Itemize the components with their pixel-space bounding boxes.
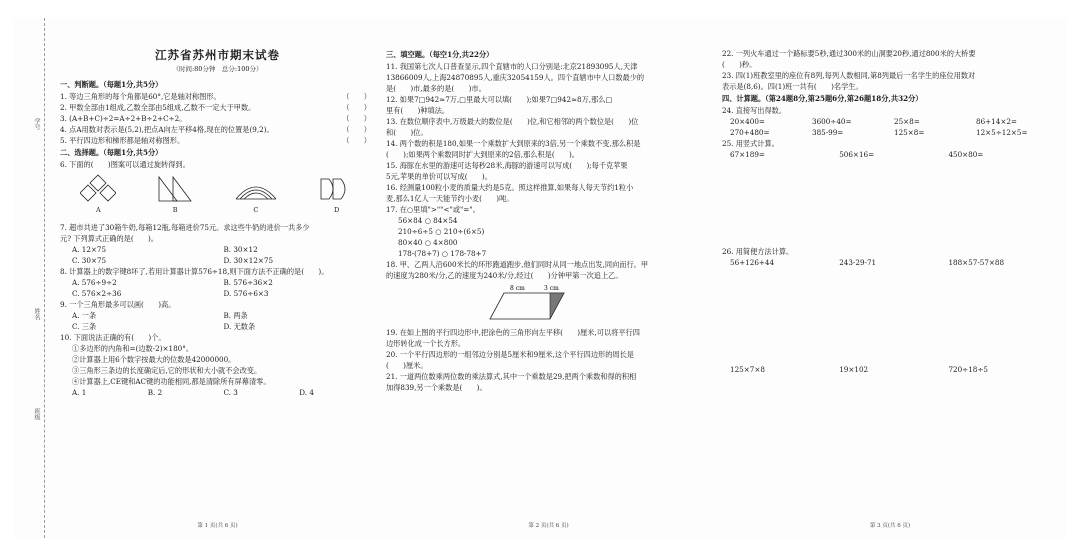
option-c: C. 576×2÷36 (72, 289, 122, 298)
choice-question-8-options (60, 277, 375, 299)
statement-4: ④计算器上,CE键和AC键的功能相同,都是清除所有屏幕清零。 (72, 377, 271, 386)
option-a: A. 12×75 (72, 245, 107, 254)
option-b: B. 两条 (223, 311, 248, 320)
section-calc-heading: 四、计算题。（第24题8分,第25题6分,第26题18分,共32分） (722, 94, 923, 103)
binding-label-name: 姓名 (33, 308, 40, 320)
parallelogram-figure (486, 283, 576, 323)
binding-label-class: 班级 (33, 408, 40, 420)
option-b: B. 576÷36×2 (223, 278, 273, 287)
statement-2: ②计算器上用6个数字按最大的位数是42000000。 (72, 355, 236, 364)
option-d: D. 576÷6×3 (223, 289, 269, 298)
figure-a: A (80, 173, 116, 216)
statement-3: ③三角形三条边的长度确定后,它的形状和大小就不会改变。 (72, 366, 262, 375)
section-choice-heading: 二、选择题。（每题1分,共5分） (60, 148, 163, 157)
rotation-figures (60, 172, 375, 216)
fill-question-22: 22. 一列火车通过一个路标要5秒,通过300米的山洞要20秒,通过800米的大桥要 ( )秒。 (722, 49, 976, 69)
option-a: A. 一条 (72, 311, 97, 320)
fill-question-13: 13. 在数位顺序表中,万级最大的数位是( )位,和它相邻的两个数位是( )位 和( )位。 (386, 117, 639, 137)
calc-question-24: 24. 直接写出得数。 (722, 106, 787, 115)
oral-calc-row-2: 270+480= 385-99= 125×8= 12×5÷12×5= (730, 128, 1028, 137)
option-c: C. 30×75 (72, 256, 107, 265)
statement-1: ①多边形的内角和=(边数-2)×180°。 (72, 344, 194, 353)
choice-question-8: 8. 计算器上的数字键8坏了,若用计算器计算576÷18,则下面方法不正确的是( )。 (60, 267, 329, 276)
vertical-calc-row: 67×189= 506×16= 450×80= (730, 150, 984, 159)
shaded-triangle (550, 293, 564, 319)
compare-3: 80×40 ○ 4×800 (398, 238, 458, 247)
section-judge-heading: 一、判断题。（每题1分,共5分） (60, 80, 163, 89)
judge-question-3: 3. (A+B+C)÷2=A÷2+B÷2+C÷2。 （ ） (60, 114, 371, 123)
compare-1: 56×84 ○ 84×54 (398, 216, 458, 225)
calc-question-25: 25. 用竖式计算。 (722, 139, 779, 148)
exam-sheet (14, 18, 1066, 538)
exam-title: 江苏省苏州市期末试卷 (155, 48, 280, 62)
option-c: C. 三条 (72, 322, 97, 331)
choice-question-7-options (60, 244, 375, 266)
d-shapes-pattern-icon (319, 173, 355, 203)
fill-question-18: 18. 甲、乙两人沿600米长的环形跑道跑步,他们同时从同一地点出发,同向而行。甲 的速度为280米/分,乙的速度为240米/分,经过( )分钟甲第一次追上乙。 (386, 260, 649, 280)
option-b: B. 30×12 (223, 245, 258, 254)
page-3-column (722, 18, 1058, 538)
dim-8cm: 8 cm (510, 285, 525, 292)
choice-question-9-options (60, 310, 375, 332)
option-c: C. 3 (223, 388, 238, 397)
figure-d: D (319, 173, 355, 216)
choice-question-7-line1: 7. 超市共进了30箱牛奶,每箱12瓶,每箱进价75元。求这些牛奶的进价一共多少 (60, 223, 310, 232)
option-d: D. 30×12×75 (223, 256, 274, 265)
choice-question-10: 10. 下面说法正确的有( )个。 (60, 333, 166, 342)
judge-question-1: 1. 等边三角形的每个角都是60°,它是轴对称图形。 （ ） (60, 92, 371, 101)
fill-question-20: 20. 一个平行四边形的一组邻边分别是5厘米和9厘米,这个平行四边形的周长是 ( )厘米。 (386, 350, 634, 370)
fill-question-12: 12. 如果7□942≈7万,□里最大可以填( );如果7□942≈8万,那么□ 里有( )种填法。 (386, 95, 613, 115)
simplify-calc-row-1: 56+126+44 243-29-71 188×57-57×88 (730, 258, 1005, 267)
choice-question-9: 9. 一个三角形最多可以画( )高。 (60, 300, 176, 309)
calc-question-26: 26. 用简便方法计算。 (722, 247, 794, 256)
page-3-footer: 第 3 页(共 6 页) (869, 523, 911, 529)
simplify-calc-row-2: 125×7×8 19×102 720÷18÷5 (730, 365, 988, 374)
page-1-footer: 第 1 页(共 6 页) (197, 523, 238, 529)
fill-question-19: 19. 在如上图的平行四边形中,把涂色的三角形向左平移( )厘米,可以将平行四 边形转化成一个长方形。 (386, 328, 640, 348)
section-fill-heading: 三、填空题。（每空1分,共22分） (386, 50, 494, 59)
diamond-pattern-icon (80, 173, 116, 203)
fill-question-14: 14. 两个数的积是180,如果一个乘数扩大到原来的3倍,另一个乘数不变,那么积是 ( );如果两个乘数同时扩大到原来的2倍,那么积是( )。 (386, 139, 641, 159)
option-d: D. 4 (299, 388, 314, 397)
fill-question-23: 23. 四(1)班教室里的座位有8列,每列人数相同,第8列最后一名学生的座位用数对 表示是(8,6)。四(1)班一共有( )名学生。 (722, 71, 976, 91)
compare-2: 210÷6÷5 ○ 210÷(6×5) (398, 227, 485, 236)
figure-b: B (157, 173, 193, 216)
fill-question-15: 15. 海豚在水里的游速可达每秒28米,海豚的游速可以写成( );每千克苹果 5元,苹果的单价可以写成( )。 (386, 161, 628, 181)
arcs-pattern-icon (234, 173, 278, 203)
page-1-column (60, 18, 375, 538)
choice-question-10-options (60, 387, 375, 398)
option-d: D. 无数条 (223, 322, 256, 331)
binding-dashed-line (44, 18, 45, 538)
compare-4: 178-(78+7) ○ 178-78+7 (398, 249, 487, 258)
judge-question-5: 5. 平行四边形和梯形都是轴对称图形。 （ ） (60, 136, 371, 145)
exam-subtitle: （时间:80分钟 总分:100分） (172, 65, 263, 73)
binding-margin (14, 18, 54, 538)
triangles-pattern-icon (157, 173, 193, 203)
page-2-column (386, 18, 711, 538)
option-a: A. 1 (72, 388, 87, 397)
page-2-footer: 第 2 页(共 6 页) (528, 523, 569, 529)
fill-question-16: 16. 经测量100粒小麦的质量大约是5克。照这样推算,如果每人每天节约1粒小 麦,那么1亿人一天能节约小麦( )吨。 (386, 183, 634, 203)
figure-c: C (234, 173, 278, 216)
fill-question-17: 17. 在○里填">""<"或"="。 (386, 205, 480, 214)
fill-question-11: 11. 我国第七次人口普查显示,四个直辖市的人口分别是:北京21893095人,天津 13866009人,上海24870895人,重庆32054159人。四个直辖市中人口数最少的 是( )市,最多的是( )市。 (386, 62, 645, 93)
choice-question-6: 6. 下面的( )图案可以通过旋转得到。 (60, 160, 190, 169)
judge-question-2: 2. 甲数全部由1组成,乙数全部由5组成,乙数不一定大于甲数。 （ ） (60, 103, 371, 112)
dim-3cm: 3 cm (544, 285, 559, 292)
fill-question-21: 21. 一道两位数乘两位数的乘法算式,其中一个乘数是29,把两个乘数和得的积相 加得839,另一个乘数是( )。 (386, 372, 637, 392)
choice-question-7-line2: 元? 下列算式正确的是( )。 (60, 234, 158, 243)
option-b: B. 2 (147, 388, 163, 397)
binding-label-student-id: 学号 (33, 118, 40, 130)
judge-question-4: 4. 点A用数对表示是(5,2),把点A向左平移4格,现在的位置是(9,2)。 （ ） (60, 125, 371, 134)
option-a: A. 576÷9÷2 (72, 278, 117, 287)
oral-calc-row-1: 20×400= 3600÷40= 25×8= 86+14×2= (730, 117, 1017, 126)
